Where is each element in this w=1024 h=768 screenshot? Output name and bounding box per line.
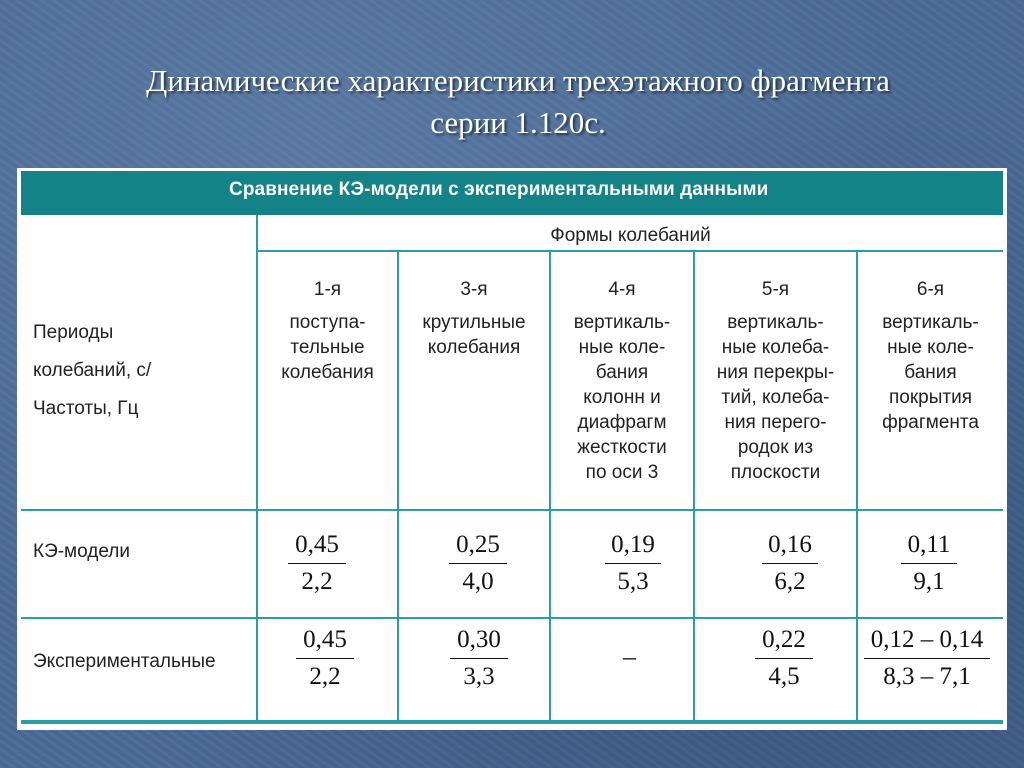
column-desc-line: диафрагм (577, 412, 667, 433)
column-desc-line: поступа- (289, 312, 366, 333)
value-fe-col1 (288, 531, 346, 596)
column-desc-line: вертикаль- (573, 312, 671, 333)
column-header-2 (399, 277, 549, 360)
column-desc-line: ные коле- (578, 337, 666, 358)
frequency-value: 2,2 (309, 663, 341, 690)
row-label-fe-model: КЭ-модели (33, 541, 130, 562)
period-value: 0,19 (605, 531, 661, 564)
value-fe-col4 (762, 531, 818, 596)
row-header-line2: колебаний, с/ (33, 360, 152, 381)
frequency-value: 9,1 (913, 568, 945, 595)
column-number: 1-я (313, 279, 342, 300)
frequency-value: 2,2 (301, 568, 333, 595)
frequency-value: 4,5 (768, 663, 800, 690)
value-fe-col5 (901, 531, 957, 596)
frequency-value: 4,0 (462, 568, 494, 595)
comparison-table (17, 168, 1007, 730)
column-number: 4-я (608, 279, 636, 300)
period-value: 0,30 (450, 626, 508, 659)
value-fe-col3 (605, 531, 661, 596)
frequency-value: 5,3 (617, 568, 649, 595)
horizontal-divider-group (256, 250, 1003, 252)
column-desc-line: родок из (737, 437, 814, 458)
value-exp-col4 (755, 626, 813, 691)
frequency-value: 6,2 (774, 568, 806, 595)
column-header-1 (258, 277, 397, 385)
no-data-dash: – (623, 642, 636, 671)
column-desc-line: колонн и (583, 387, 661, 408)
column-header-5 (858, 277, 1003, 435)
slide-title (60, 60, 976, 144)
column-header-4 (695, 277, 856, 485)
column-desc-line: покрытия (889, 387, 972, 408)
row-header-line1: Периоды (33, 322, 114, 343)
column-number: 6-я (916, 279, 945, 300)
column-desc-line: вертикаль- (882, 312, 979, 333)
column-desc-line: вертикаль- (727, 312, 824, 333)
period-value: 0,25 (449, 531, 507, 564)
period-value: 0,12 – 0,14 (864, 626, 990, 659)
horizontal-divider-row1 (21, 617, 1003, 619)
column-desc-line: колебания (281, 362, 374, 383)
column-desc-line: ния перекры- (716, 362, 835, 383)
column-desc-line: бания (904, 362, 957, 383)
column-desc-line: жесткости (577, 437, 667, 458)
column-desc-line: ные коле- (887, 337, 974, 358)
period-value: 0,45 (288, 531, 346, 564)
horizontal-divider-header (21, 509, 1003, 511)
column-desc-line: плоскости (730, 462, 821, 483)
period-value: 0,45 (296, 626, 354, 659)
group-header-vibration-forms: Формы колебаний (550, 225, 711, 246)
slide-title-line2: серии 1.120с. (430, 105, 606, 140)
value-exp-col5 (864, 626, 990, 691)
column-desc-line: ные колеба- (721, 337, 830, 358)
row-label-experimental: Экспериментальные (33, 651, 216, 672)
column-desc-line: тельные (290, 337, 365, 358)
value-exp-col2 (450, 626, 508, 691)
table-header-title: Сравнение КЭ-модели с экспериментальными данными (229, 179, 769, 200)
value-fe-col2 (449, 531, 507, 596)
column-desc-line: ния перего- (724, 412, 827, 433)
period-value: 0,22 (755, 626, 813, 659)
column-desc-line: по оси 3 (585, 462, 659, 483)
column-desc-line: фрагмента (882, 412, 979, 433)
frequency-value: 3,3 (463, 663, 495, 690)
period-value: 0,16 (762, 531, 818, 564)
column-number: 3-я (460, 279, 488, 300)
table-bottom-border (21, 720, 1003, 724)
column-desc-line: бания (595, 362, 649, 383)
row-header-line3: Частоты, Гц (33, 398, 139, 419)
frequency-value: 8,3 – 7,1 (883, 663, 971, 690)
column-desc-line: тий, колеба- (721, 387, 830, 408)
slide-title-line1: Динамические характеристики трехэтажного фрагмента (146, 63, 890, 98)
row-header (33, 314, 151, 428)
value-exp-col1 (296, 626, 354, 691)
column-number: 5-я (761, 279, 790, 300)
column-desc-line: колебания (427, 337, 521, 358)
period-value: 0,11 (901, 531, 957, 564)
table-header-bar (21, 171, 1003, 215)
column-header-3 (551, 277, 693, 485)
column-desc-line: крутильные (422, 312, 526, 333)
